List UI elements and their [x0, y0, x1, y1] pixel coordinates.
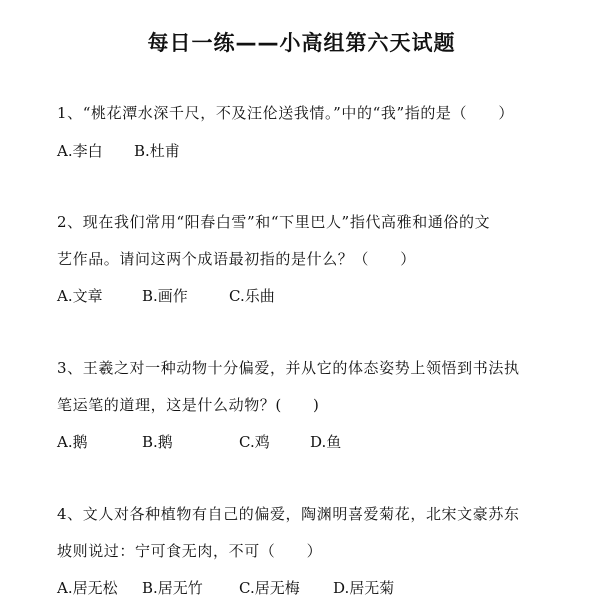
question-2-option-c: C.乐曲	[229, 287, 275, 305]
question-3-option-b: B.鹅	[142, 433, 173, 451]
question-4-option-a: A.居无松	[57, 579, 118, 597]
question-4-option-c: C.居无梅	[239, 579, 300, 597]
question-1-option-b: B.杜甫	[134, 142, 180, 160]
question-1-option-a: A.李白	[57, 142, 103, 160]
question-3-option-d: D.鱼	[310, 433, 342, 451]
question-2-option-a: A.文章	[57, 287, 103, 305]
question-1-line-1: 1、“桃花潭水深千尺，不及汪伦送我情。”中的“我”指的是（ ）	[57, 104, 514, 122]
question-3-option-c: C.鸡	[239, 433, 270, 451]
question-4-line-1: 4、文人对各种植物有自己的偏爱，陶渊明喜爱菊花，北宋文豪苏东	[57, 505, 520, 523]
question-4-line-2: 坡则说过：宁可食无肉，不可（ ）	[57, 542, 323, 560]
question-2-line-2: 艺作品。请问这两个成语最初指的是什么？（ ）	[57, 250, 416, 268]
question-3-line-1: 3、王羲之对一种动物十分偏爱，并从它的体态姿势上领悟到书法执	[57, 359, 520, 377]
question-2-option-b: B.画作	[142, 287, 188, 305]
question-3-option-a: A.鹅	[57, 433, 88, 451]
question-4-option-d: D.居无菊	[333, 579, 395, 597]
page-title: 每日一练——小高组第六天试题	[147, 31, 456, 55]
question-4-option-b: B.居无竹	[142, 579, 203, 597]
question-3-line-2: 笔运笔的道理，这是什么动物？( )	[57, 396, 320, 414]
question-2-line-1: 2、现在我们常用“阳春白雪”和“下里巴人”指代高雅和通俗的文	[57, 213, 491, 231]
